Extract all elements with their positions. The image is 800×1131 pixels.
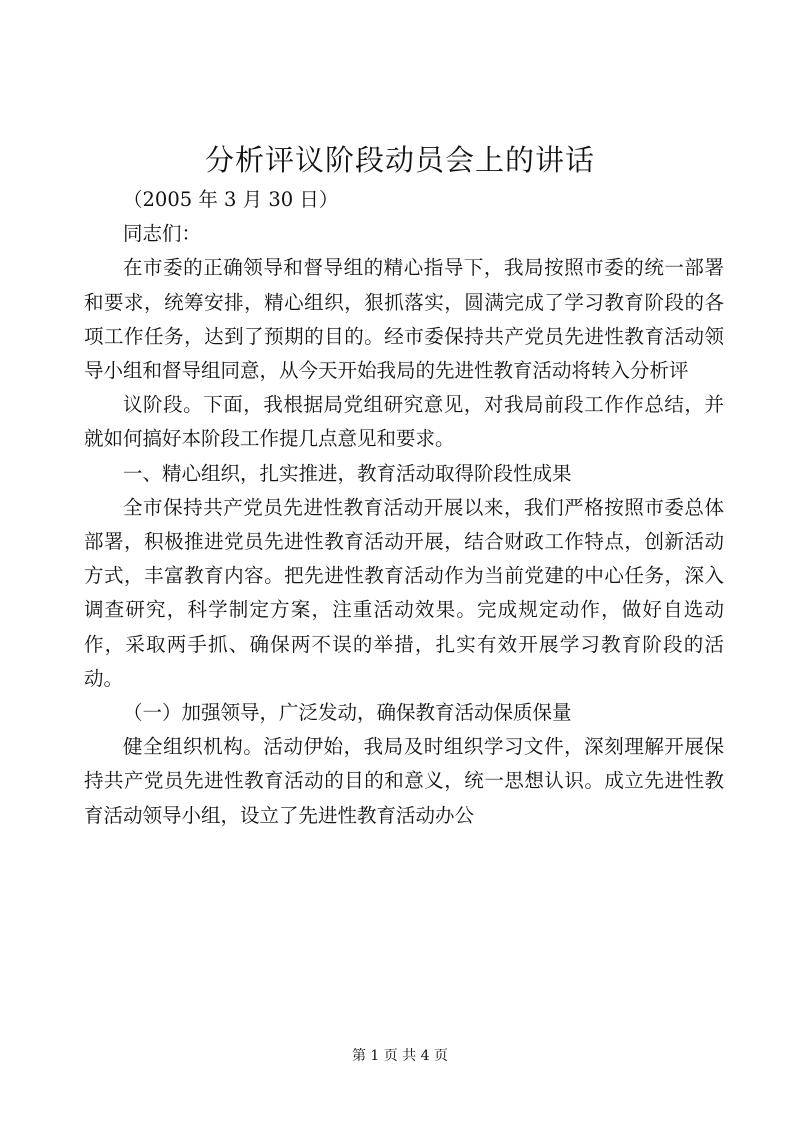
paragraph-continuation: 议阶段。下面，我根据局党组研究意见，对我局前段工作作总结，并就如何搞好本阶段工作提几点意见和要求。 (84, 393, 724, 451)
document-date: （2005 年 3 月 30 日） (123, 188, 339, 211)
salutation: 同志们： (123, 222, 202, 246)
paragraph-intro: 在市委的正确领导和督导组的精心指导下，我局按照市委的统一部署和要求，统筹安排，精心组织，狠抓落实，圆满完成了学习教育阶段的各项工作任务，达到了预期的目的。经市委保持共产党员先进性教育活动领导小组和督导组同意，从今天开始我局的先进性教育活动将转入分析评 (84, 256, 724, 383)
paragraph-section-1: 全市保持共产党员先进性教育活动开展以来，我们严格按照市委总体部署，积极推进党员先进性教育活动开展，结合财政工作特点，创新活动方式，丰富教育内容。把先进性教育活动作为当前党建的中心任务，深入调查研究，科学制定方案，注重活动效果。完成规定动作，做好自选动作，采取两手抓、确保两不误的举措，扎实有效开展学习教育阶段的活动。 (84, 495, 724, 690)
document-title: 分析评议阶段动员会上的讲话 (204, 143, 595, 177)
page-footer: 第 1 页 共 4 页 (351, 1048, 449, 1064)
subsection-heading-1: （一）加强领导，广泛发动，确保教育活动保质保量 (123, 701, 572, 725)
document-body (84, 183, 724, 833)
section-heading-1: 一、精心组织，扎实推进，教育活动取得阶段性成果 (123, 461, 572, 485)
paragraph-subsection-1: 健全组织机构。活动伊始，我局及时组织学习文件，深刻理解开展保持共产党员先进性教育活动的目的和意义，统一思想认识。成立先进性教育活动领导小组，设立了先进性教育活动办公 (84, 735, 724, 827)
